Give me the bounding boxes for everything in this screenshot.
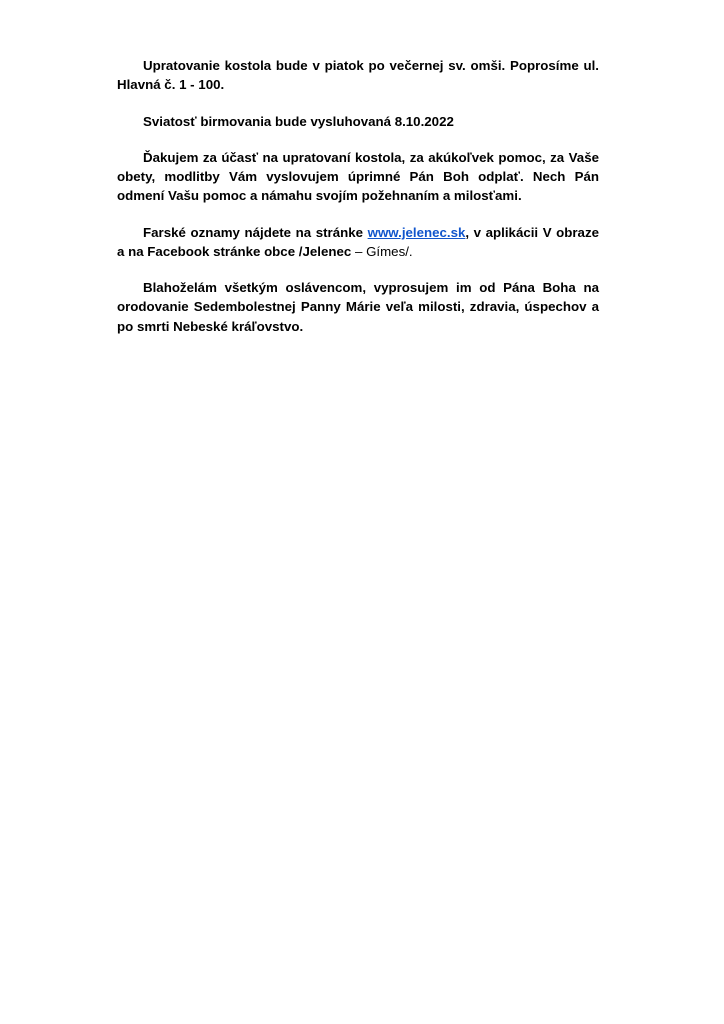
paragraph-confirmation-date: Sviatosť birmovania bude vysluhovaná 8.10.2022: [143, 113, 454, 129]
announcement-text-suffix: – Gímes/.: [354, 243, 413, 259]
paragraph-parish-announcements: [117, 223, 599, 262]
parish-website-link[interactable]: www.jelenec.sk: [367, 224, 466, 240]
paragraph-cleaning-notice: Upratovanie kostola bude v piatok po večernej sv. omši. Poprosíme ul. Hlavná č. 1 - 100.: [117, 58, 599, 93]
announcement-text-middle: , v aplikácii V obraze a na Facebook stránke obce /Jelenec: [117, 224, 599, 259]
paragraph-birthday-wishes: Blahoželám všetkým oslávencom, vyprosujem im od Pána Boha na orodovanie Sedembolestnej Panny Márie veľa milosti, zdravia, úspechov a po smrti Nebeské kráľovstvo.: [117, 280, 599, 334]
announcement-text-prefix: Farské oznamy nájdete na stránke: [143, 224, 368, 240]
paragraph-thanks: Ďakujem za účasť na upratovaní kostola, za akúkoľvek pomoc, za Vaše obety, modlitby Vám vyslovujem úprimné Pán Boh odplať. Nech Pán odmení Vašu pomoc a námahu svojím požehnaním a milosťami.: [117, 149, 599, 204]
document-body: [117, 56, 599, 336]
